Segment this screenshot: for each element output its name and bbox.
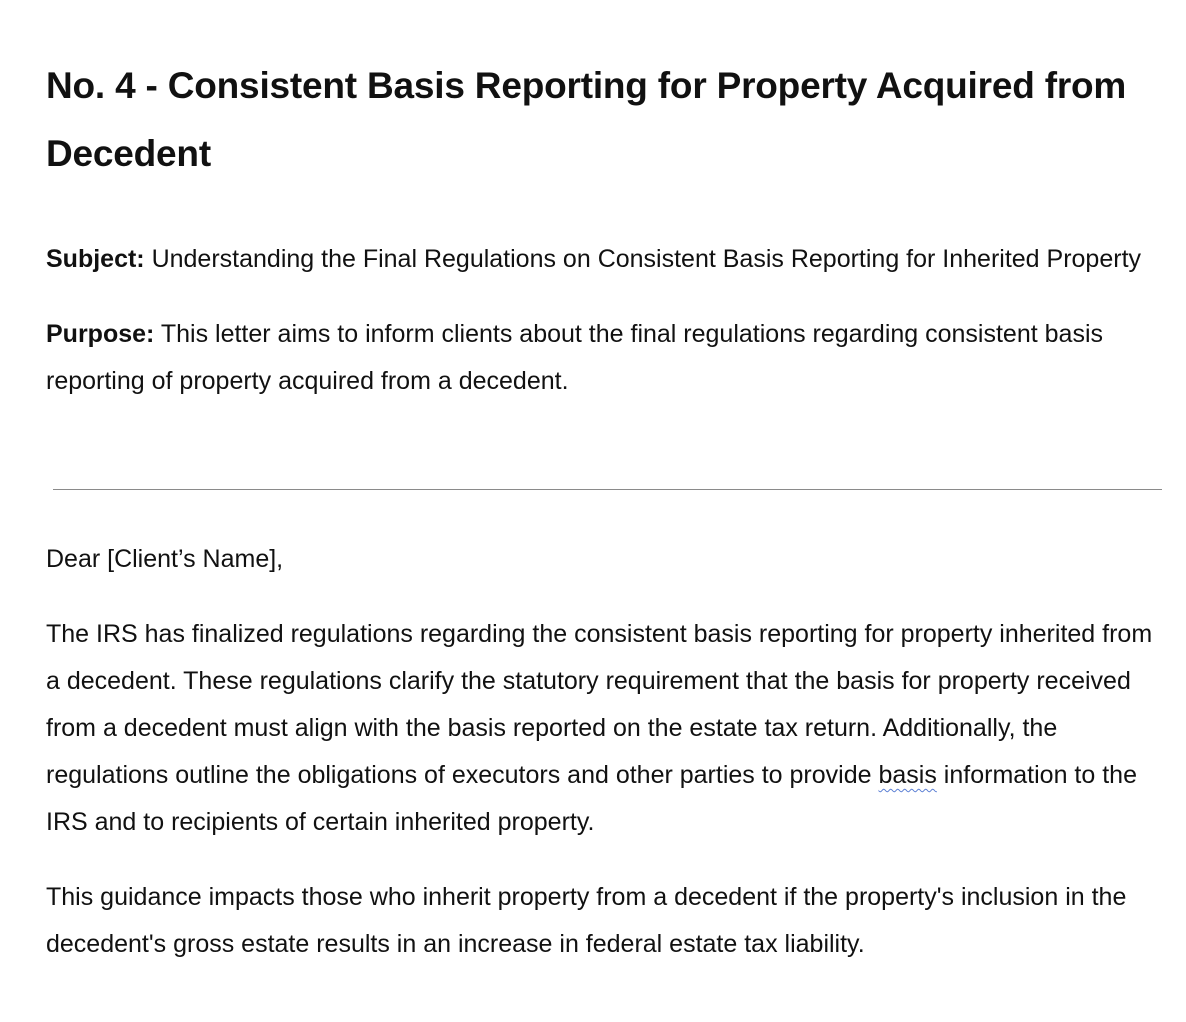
subject-label: Subject: (46, 245, 145, 273)
purpose-text: This letter aims to inform clients about the final regulations regarding consistent basis reporting of property acquired from a decedent. (46, 320, 1103, 395)
paragraph-1-text-start: The IRS has finalized regulations regarding the consistent basis reporting for property inherited from a decedent. These regulations clarify the statutory requirement that the basis for property received from a decedent must align with the basis reported on the estate tax return. Additionally, the regulations outline the obligations of executors and other parties to provide (46, 620, 1153, 789)
subject-line (46, 236, 1156, 283)
subject-text: Understanding the Final Regulations on Consistent Basis Reporting for Inherited Property (144, 245, 1142, 273)
purpose-label: Purpose: (46, 320, 155, 348)
paragraph-1-text-end: information to the IRS and to recipients of certain inherited property. (46, 761, 1137, 836)
letter-paragraph-2: This guidance impacts those who inherit property from a decedent if the property's inclusion in the decedent's gross estate results in an increase in federal estate tax liability. (46, 883, 1127, 958)
purpose-line (46, 311, 1156, 405)
letter-paragraph-1 (46, 611, 1161, 846)
horizontal-divider (53, 489, 1162, 490)
spellcheck-flagged-word[interactable]: basis (878, 761, 937, 789)
letter-greeting: Dear [Client’s Name], (46, 545, 284, 573)
document-title: No. 4 - Consistent Basis Reporting for Property Acquired from Decedent (46, 65, 1127, 174)
letter-body (46, 536, 1161, 968)
